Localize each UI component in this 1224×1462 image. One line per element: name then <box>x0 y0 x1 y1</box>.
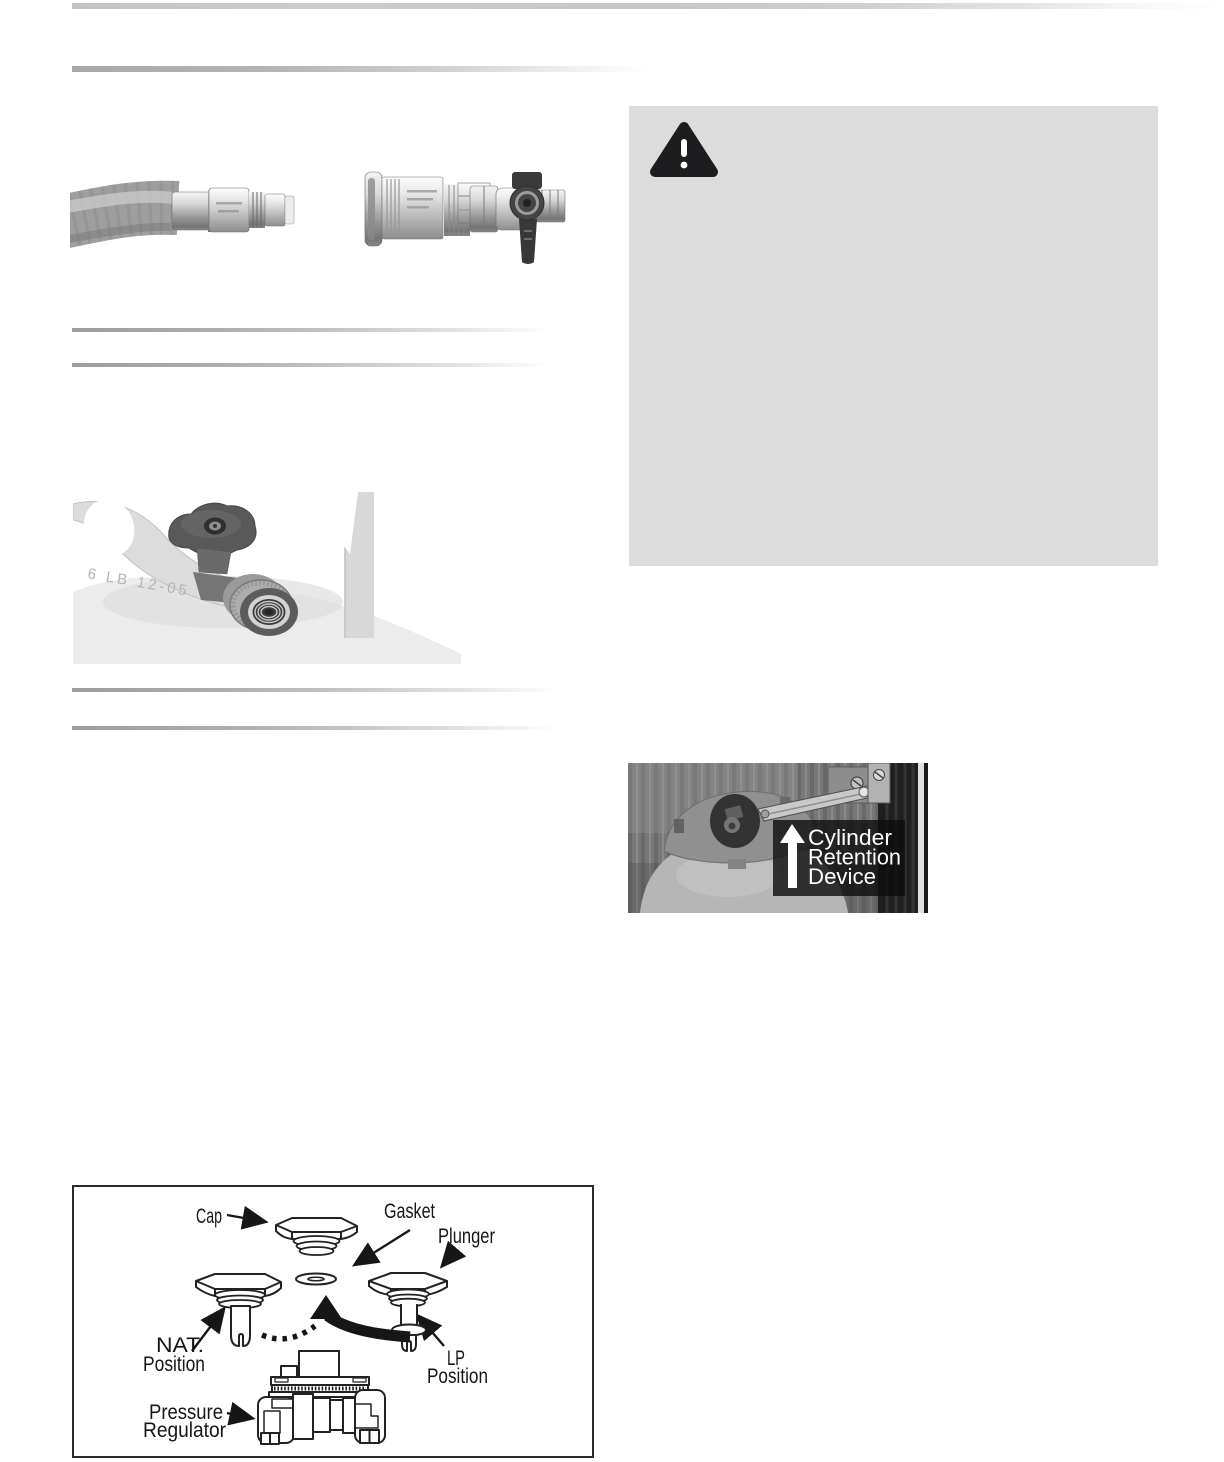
label-gasket: Gasket <box>384 1200 436 1223</box>
divider-line <box>72 688 577 692</box>
caption-line-3: Device <box>808 864 876 889</box>
label-lp-1: LP <box>447 1347 465 1370</box>
warning-triangle-icon <box>649 120 719 180</box>
label-lp-2: Position <box>427 1365 488 1388</box>
warning-panel <box>629 106 1158 566</box>
label-pressure-2: Regulator <box>143 1419 226 1442</box>
label-nat-2: Position <box>143 1353 205 1376</box>
label-plunger: Plunger <box>438 1225 495 1248</box>
regulator-conversion-diagram <box>72 1185 594 1458</box>
header-rule-section <box>72 66 664 72</box>
gas-hose <box>70 197 178 240</box>
divider-line <box>72 726 577 730</box>
caption-line-2: Retention <box>808 844 901 870</box>
label-cap: Cap <box>196 1205 222 1228</box>
header-rule-top <box>72 3 1224 9</box>
male-quick-connect-plug <box>172 188 294 232</box>
label-pressure-1: Pressure <box>149 1401 223 1424</box>
valve-stem <box>197 548 231 574</box>
gasket-part <box>296 1274 336 1285</box>
divider-line <box>72 328 569 332</box>
cylinder-retention-photo <box>628 763 928 913</box>
divider-line <box>72 363 569 367</box>
cylinder-valve-photo <box>73 492 461 664</box>
valve-knob <box>169 503 256 556</box>
collar-stamp-text: 6 LB 12-05 <box>86 565 192 600</box>
hose-coupling-photo <box>70 158 567 270</box>
label-nat-1: NAT. <box>156 1334 204 1357</box>
caption-line-1: Cylinder <box>808 825 892 850</box>
